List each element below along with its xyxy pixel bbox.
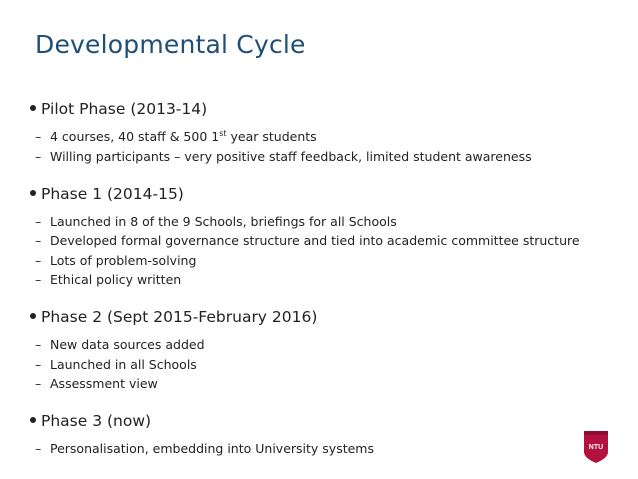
phase-heading-text: Phase 3 (now) xyxy=(41,412,152,430)
sub-bullet-item xyxy=(30,441,600,457)
sub-bullet-text: New data sources added xyxy=(50,337,205,352)
phase-3 xyxy=(30,411,600,457)
dash-marker: – xyxy=(35,337,42,352)
sub-bullet-item xyxy=(30,337,600,353)
sub-bullet-text: Willing participants – very positive staff feedback, limited student awareness xyxy=(50,148,532,164)
dash-marker: – xyxy=(35,441,42,456)
ntu-crest-logo-icon xyxy=(583,430,609,464)
sub-bullet-item xyxy=(30,214,600,230)
sub-bullet-list xyxy=(30,129,600,165)
sub-bullet-text-after: year students xyxy=(226,129,317,144)
phase-heading-text: Phase 1 (2014-15) xyxy=(41,184,184,203)
sub-bullet-list xyxy=(30,337,600,392)
bullet-icon xyxy=(30,313,36,319)
phase-1 xyxy=(30,184,600,289)
sub-bullet-list xyxy=(30,441,600,457)
dash-marker: – xyxy=(35,272,42,287)
sub-bullet-text xyxy=(50,129,600,145)
bullet-icon xyxy=(30,105,36,111)
sub-bullet-text: Lots of problem-solving xyxy=(50,252,197,268)
slide-content xyxy=(30,99,600,476)
phase-heading xyxy=(30,411,600,431)
bullet-icon xyxy=(30,190,36,196)
phase-heading xyxy=(30,99,600,119)
phase-pilot xyxy=(30,99,600,165)
sub-bullet-item xyxy=(30,357,600,373)
sub-bullet-text: Assessment view xyxy=(50,376,158,391)
sub-bullet-item xyxy=(30,272,600,288)
sub-bullet-item xyxy=(30,129,600,145)
phase-heading-text: Pilot Phase (2013-14) xyxy=(41,100,208,118)
dash-marker: – xyxy=(35,376,42,391)
dash-marker: – xyxy=(35,129,42,144)
sub-bullet-text-main: 4 courses, 40 staff & 500 1 xyxy=(50,129,220,144)
sub-bullet-item xyxy=(30,253,600,269)
slide-title: Developmental Cycle xyxy=(35,30,306,59)
phase-heading xyxy=(30,307,600,327)
sub-bullet-text: Launched in all Schools xyxy=(50,356,197,372)
crest-top-band xyxy=(584,431,608,435)
sub-bullet-text: Developed formal governance structure and tied into academic committee structure xyxy=(50,233,580,248)
dash-marker: – xyxy=(35,356,42,372)
phase-heading xyxy=(30,184,600,204)
dash-marker: – xyxy=(35,233,42,248)
sub-bullet-text: Personalisation, embedding into University systems xyxy=(50,441,374,456)
sub-bullet-item xyxy=(30,233,600,249)
ordinal-superscript: st xyxy=(219,128,227,138)
phase-2 xyxy=(30,307,600,392)
sub-bullet-text: Launched in 8 of the 9 Schools, briefings for all Schools xyxy=(50,213,397,229)
sub-bullet-item xyxy=(30,149,600,165)
dash-marker: – xyxy=(35,148,42,164)
sub-bullet-item xyxy=(30,376,600,392)
phase-heading-text: Phase 2 (Sept 2015-February 2016) xyxy=(41,308,318,326)
dash-marker: – xyxy=(35,213,42,229)
sub-bullet-text: Ethical policy written xyxy=(50,272,182,287)
dash-marker: – xyxy=(35,252,42,268)
bullet-icon xyxy=(30,417,36,423)
logo-text: NTU xyxy=(588,444,604,451)
sub-bullet-list xyxy=(30,214,600,289)
